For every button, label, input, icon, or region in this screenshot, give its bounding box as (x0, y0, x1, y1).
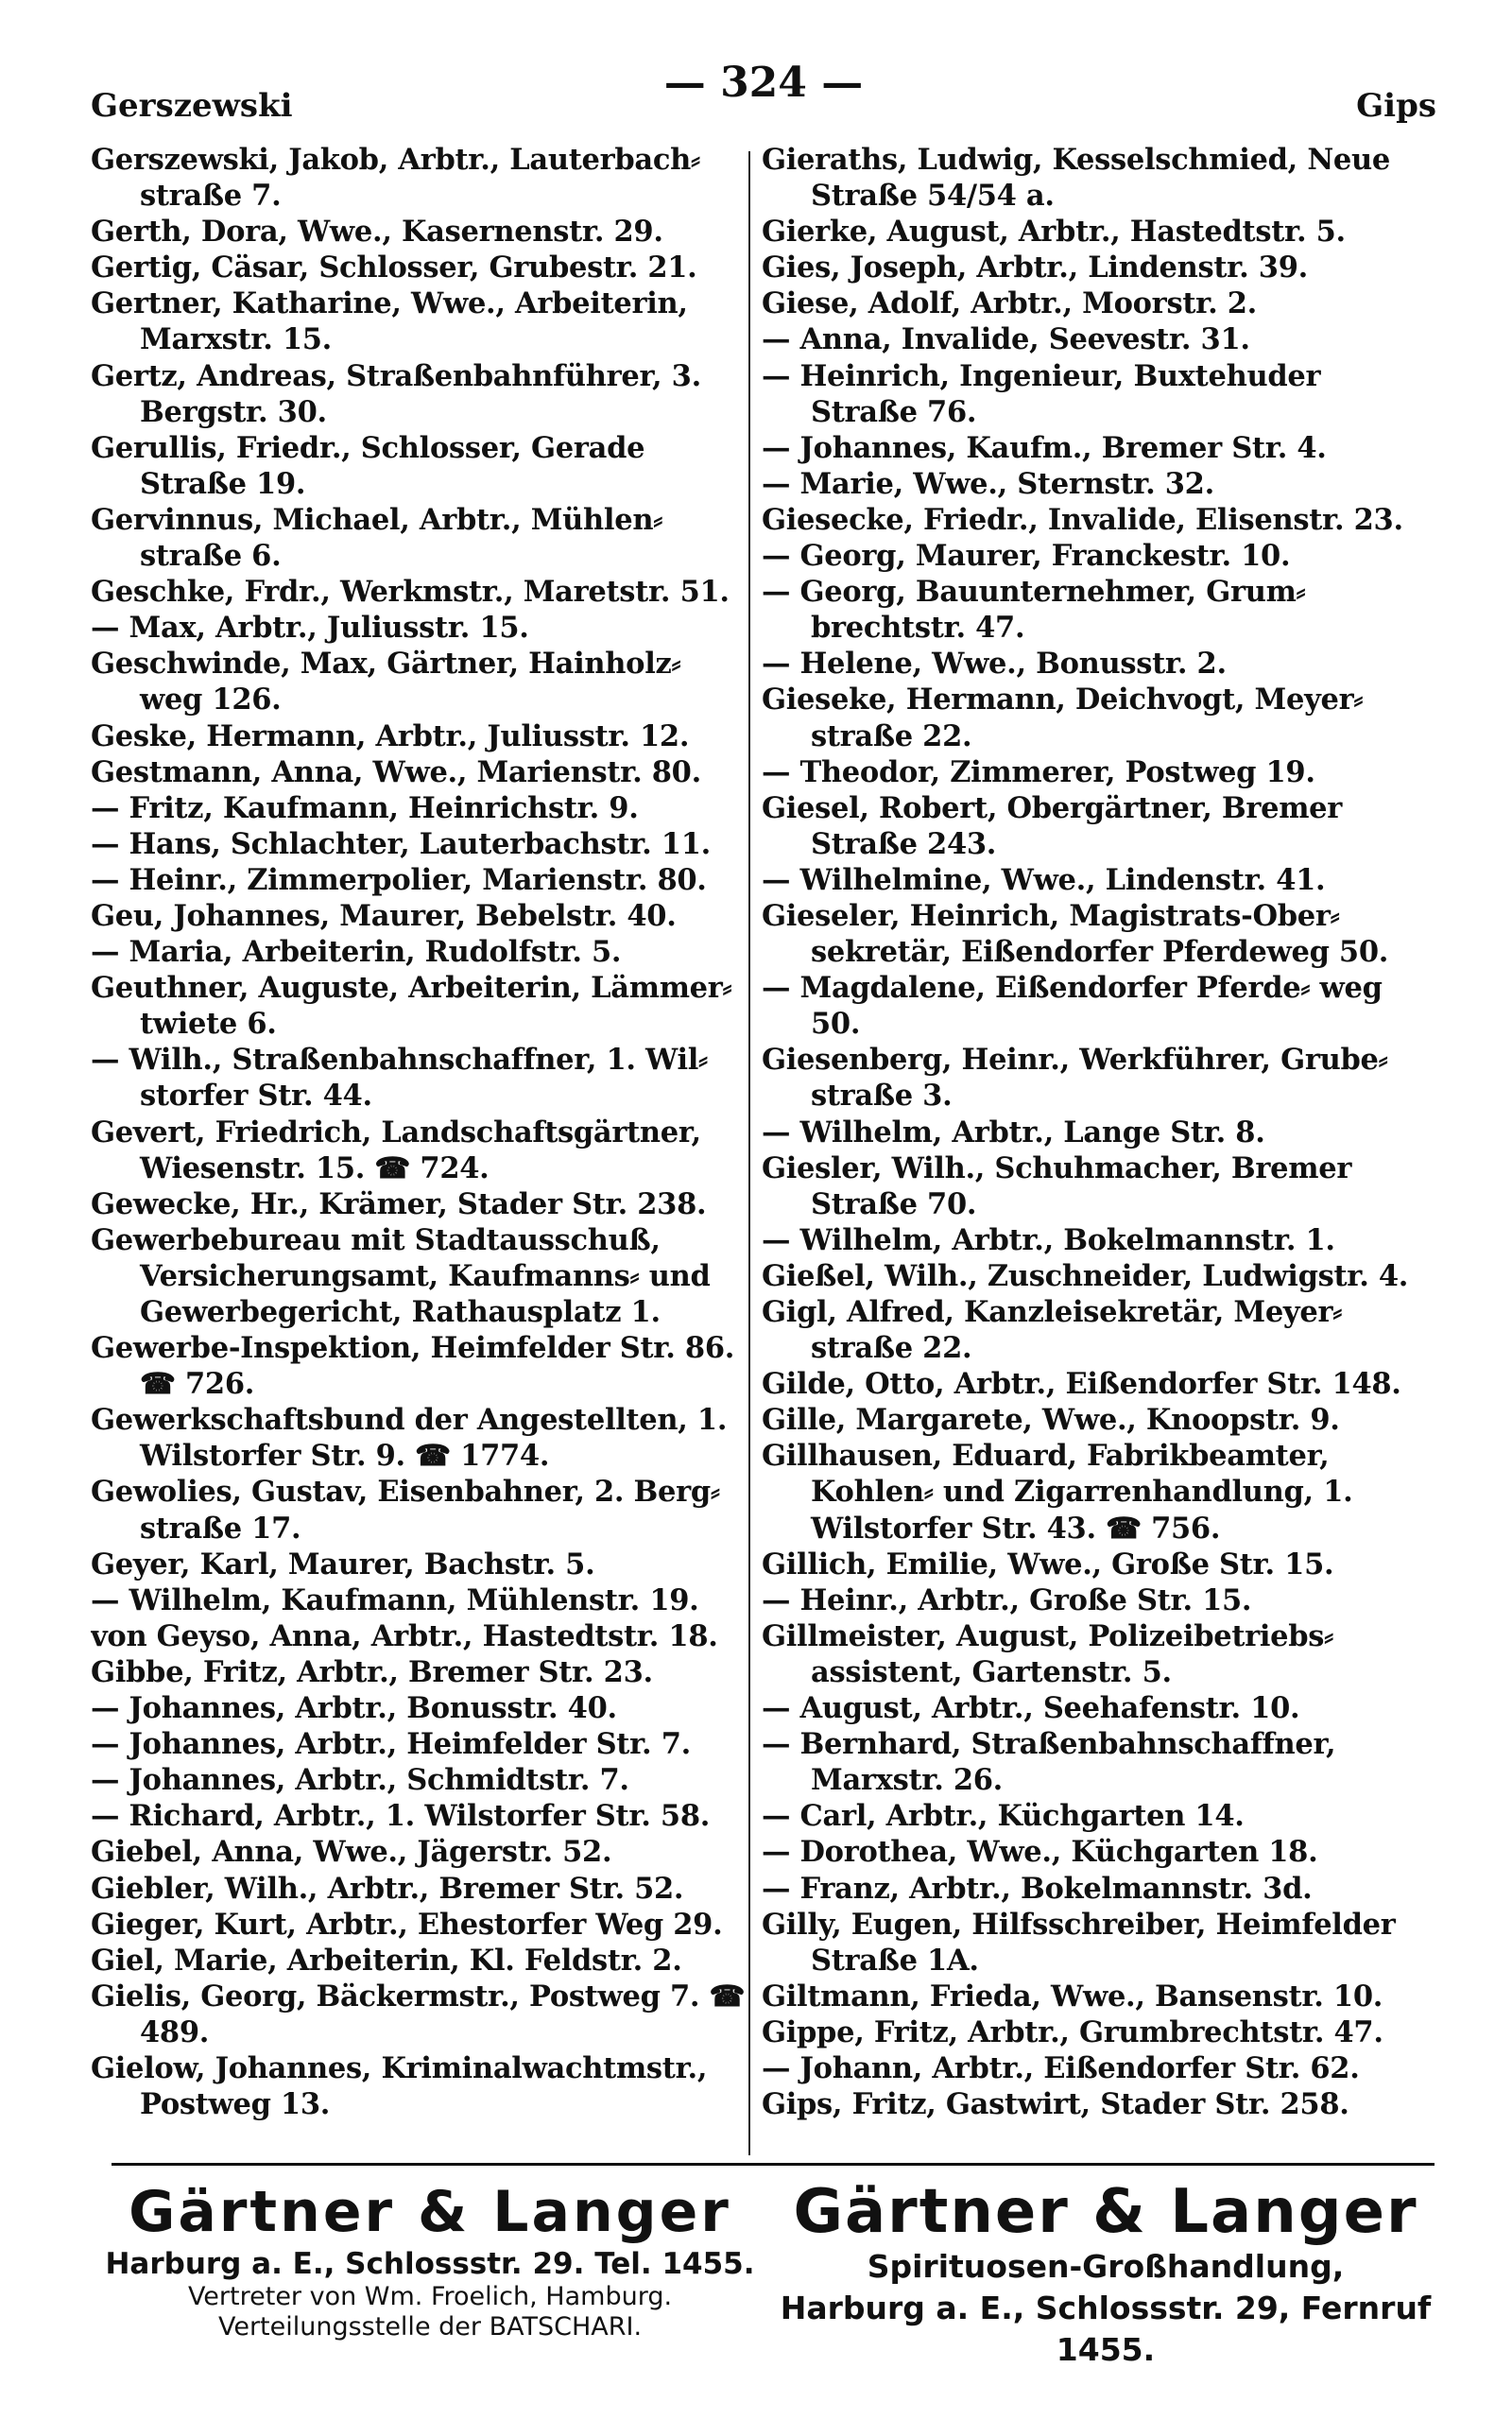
directory-entry: Giebler, Wilh., Arbtr., Bremer Str. 52. (91, 1871, 684, 1906)
directory-columns (91, 142, 1428, 2151)
directory-entry: Geschwinde, Max, Gärtner, Hainholz⸗ weg 126. (91, 647, 681, 717)
directory-entry: Gestmann, Anna, Wwe., Marienstr. 80. (91, 754, 701, 789)
directory-entry: Gewerbe-Inspektion, Heimfelder Str. 86. ☎ 726. (91, 1331, 735, 1402)
directory-entry: Giesel, Robert, Obergärtner, Bremer Straße 243. (762, 790, 1343, 861)
header-last-name: Gips (1356, 87, 1436, 125)
directory-entry: Gewecke, Hr., Krämer, Stader Str. 238. (91, 1186, 707, 1221)
directory-entry: — Georg, Maurer, Franckestr. 10. (762, 539, 1291, 574)
page-header (91, 59, 1436, 125)
directory-entry: Geske, Hermann, Arbtr., Juliusstr. 12. (91, 718, 690, 753)
ad-left-title: Gärtner & Langer (129, 2179, 731, 2245)
directory-entry: — Wilhelm, Arbtr., Bokelmannstr. 1. (762, 1222, 1335, 1257)
directory-entry: — Heinr., Zimmerpolier, Marienstr. 80. (91, 862, 707, 897)
ad-left-address: Harburg a. E., Schlossstr. 29. Tel. 1455. (105, 2247, 755, 2281)
right-column (762, 142, 1423, 2151)
directory-entry: Gerullis, Friedr., Schlosser, Gerade Straße 19. (91, 430, 645, 501)
directory-entry: Gips, Fritz, Gastwirt, Stader Str. 258. (762, 2087, 1349, 2122)
directory-entry: Gieraths, Ludwig, Kesselschmied, Neue Straße 54/54 a. (762, 143, 1390, 214)
directory-entry: — Dorothea, Wwe., Küchgarten 18. (762, 1835, 1318, 1870)
directory-entry: Giebel, Anna, Wwe., Jägerstr. 52. (91, 1835, 612, 1870)
directory-entry: Gielis, Georg, Bäckermstr., Postweg 7. ☎ 489. (91, 1979, 746, 2049)
directory-entry: — Heinr., Arbtr., Große Str. 15. (762, 1582, 1252, 1617)
directory-entry: Giesler, Wilh., Schuhmacher, Bremer Straße 70. (762, 1150, 1352, 1221)
directory-entry: — Wilhelm, Kaufmann, Mühlenstr. 19. (91, 1582, 699, 1617)
directory-entry: — Anna, Invalide, Seevestr. 31. (762, 322, 1250, 357)
directory-entry: — Wilhelm, Arbtr., Lange Str. 8. (762, 1115, 1265, 1150)
directory-entry: Gies, Joseph, Arbtr., Lindenstr. 39. (762, 251, 1308, 285)
directory-entry: Gertz, Andreas, Straßenbahnführer, 3. Bergstr. 30. (91, 358, 701, 429)
directory-entry: Geu, Johannes, Maurer, Bebelstr. 40. (91, 898, 677, 933)
directory-entry: Gierke, August, Arbtr., Hastedtstr. 5. (762, 215, 1346, 250)
directory-entry: Gerszewski, Jakob, Arbtr., Lauterbach⸗ straße 7. (91, 143, 700, 214)
directory-entry: Geyer, Karl, Maurer, Bachstr. 5. (91, 1547, 595, 1582)
directory-entry: — Franz, Arbtr., Bokelmannstr. 3d. (762, 1871, 1313, 1906)
directory-entry: Gielow, Johannes, Kriminalwachtmstr., Postweg 13. (91, 2050, 708, 2122)
advertisement-left (104, 2178, 756, 2367)
directory-entry: — Magdalene, Eißendorfer Pferde⸗ weg 50. (762, 971, 1383, 1042)
directory-entry: — Wilhelmine, Wwe., Lindenstr. 41. (762, 862, 1326, 897)
directory-entry: Gevert, Friedrich, Landschaftsgärtner, Wiesenstr. 15. ☎ 724. (91, 1115, 701, 1185)
directory-entry: — Fritz, Kaufmann, Heinrichstr. 9. (91, 790, 639, 825)
directory-entry: von Geyso, Anna, Arbtr., Hastedtstr. 18. (91, 1618, 718, 1653)
directory-entry: Giese, Adolf, Arbtr., Moorstr. 2. (762, 286, 1257, 321)
directory-entry: Gertig, Cäsar, Schlosser, Grubestr. 21. (91, 251, 697, 285)
directory-entry: Gillmeister, August, Polizeibetriebs⸗ assistent, Gartenstr. 5. (762, 1618, 1334, 1689)
directory-entry: Gillich, Emilie, Wwe., Große Str. 15. (762, 1547, 1334, 1582)
directory-entry: Gibbe, Fritz, Arbtr., Bremer Str. 23. (91, 1654, 653, 1689)
directory-entry: Gippe, Fritz, Arbtr., Grumbrechtstr. 47. (762, 2014, 1383, 2049)
directory-entry: — Johann, Arbtr., Eißendorfer Str. 62. (762, 2050, 1360, 2085)
ad-right-address: Harburg a. E., Schlossstr. 29, Fernruf 1455. (780, 2290, 1432, 2368)
directory-entry: — Georg, Bauunternehmer, Grum⸗ brechtstr. 47. (762, 575, 1306, 646)
directory-entry: Gervinnus, Michael, Arbtr., Mühlen⸗ straße 6. (91, 502, 663, 574)
ad-right-title: Gärtner & Langer (793, 2177, 1418, 2247)
directory-entry: Gertner, Katharine, Wwe., Arbeiterin, Marxstr. 15. (91, 286, 688, 357)
directory-entry: Giltmann, Frieda, Wwe., Bansenstr. 10. (762, 1979, 1383, 2014)
directory-entry: — Richard, Arbtr., 1. Wilstorfer Str. 58. (91, 1799, 711, 1834)
directory-entry: Gilly, Eugen, Hilfsschreiber, Heimfelder Straße 1A. (762, 1907, 1396, 1978)
page-number: — 324 — (663, 59, 864, 107)
directory-entry: — August, Arbtr., Seehafenstr. 10. (762, 1691, 1300, 1726)
directory-entry: Gerth, Dora, Wwe., Kasernenstr. 29. (91, 215, 663, 250)
directory-entry: — Maria, Arbeiterin, Rudolfstr. 5. (91, 935, 622, 970)
directory-entry: — Carl, Arbtr., Küchgarten 14. (762, 1799, 1245, 1834)
directory-entry: — Marie, Wwe., Sternstr. 32. (762, 466, 1214, 501)
directory-entry: — Johannes, Arbtr., Bonusstr. 40. (91, 1691, 617, 1726)
ad-left-distribution: Verteilungsstelle der BATSCHARI. (217, 2312, 643, 2342)
left-column (91, 142, 752, 2151)
directory-entry: Gille, Margarete, Wwe., Knoopstr. 9. (762, 1403, 1340, 1438)
advertisement-right (775, 2178, 1436, 2367)
directory-entry: Gieseke, Hermann, Deichvogt, Meyer⸗ straße 22. (762, 683, 1364, 753)
ad-left-representative: Vertreter von Wm. Froelich, Hamburg. (187, 2282, 673, 2311)
directory-entry: Gewolies, Gustav, Eisenbahner, 2. Berg⸗ straße 17. (91, 1475, 720, 1546)
directory-entry: Gilde, Otto, Arbtr., Eißendorfer Str. 148. (762, 1367, 1401, 1402)
directory-entry: — Helene, Wwe., Bonusstr. 2. (762, 647, 1227, 682)
column-divider (748, 151, 750, 2155)
advertisement-rule (112, 2163, 1435, 2166)
directory-entry: — Johannes, Arbtr., Heimfelder Str. 7. (91, 1727, 691, 1762)
directory-entry: — Hans, Schlachter, Lauterbachstr. 11. (91, 826, 711, 861)
directory-entry: Gießel, Wilh., Zuschneider, Ludwigstr. 4. (762, 1258, 1409, 1293)
header-first-name: Gerszewski (91, 87, 293, 125)
directory-entry: — Johannes, Kaufm., Bremer Str. 4. (762, 430, 1327, 465)
directory-entry: Giesecke, Friedr., Invalide, Elisenstr. 23. (762, 502, 1403, 537)
directory-entry: Gieger, Kurt, Arbtr., Ehestorfer Weg 29. (91, 1907, 723, 1942)
directory-entry: Gieseler, Heinrich, Magistrats-Ober⸗ sekretär, Eißendorfer Pferdeweg 50. (762, 898, 1389, 970)
directory-entry: Gewerkschaftsbund der Angestellten, 1. Wilstorfer Str. 9. ☎ 1774. (91, 1403, 728, 1474)
directory-entry: — Theodor, Zimmerer, Postweg 19. (762, 754, 1315, 789)
ad-right-business: Spirituosen-Großhandlung, (867, 2248, 1345, 2285)
directory-entry: Geuthner, Auguste, Arbeiterin, Lämmer⸗ twiete 6. (91, 971, 732, 1042)
directory-entry: — Max, Arbtr., Juliusstr. 15. (91, 611, 529, 646)
directory-entry: — Wilh., Straßenbahnschaffner, 1. Wil⸗ storfer Str. 44. (91, 1043, 708, 1114)
directory-entry: — Heinrich, Ingenieur, Buxtehuder Straße 76. (762, 358, 1321, 429)
directory-entry: Giesenberg, Heinr., Werkführer, Grube⸗ straße 3. (762, 1043, 1388, 1114)
directory-entry: — Bernhard, Straßenbahnschaffner, Marxstr. 26. (762, 1727, 1336, 1798)
directory-entry: — Johannes, Arbtr., Schmidtstr. 7. (91, 1763, 629, 1798)
directory-entry: Geschke, Frdr., Werkmstr., Maretstr. 51. (91, 575, 730, 610)
directory-entry: Gillhausen, Eduard, Fabrikbeamter, Kohlen⸗ und Zigarrenhandlung, 1. Wilstorfer Str. 43. ☎ 756. (762, 1439, 1353, 1546)
directory-entry: Gigl, Alfred, Kanzleisekretär, Meyer⸗ straße 22. (762, 1295, 1343, 1366)
directory-entry: Giel, Marie, Arbeiterin, Kl. Feldstr. 2. (91, 1943, 682, 1978)
directory-entry: Gewerbebureau mit Stadtausschuß, Versicherungsamt, Kaufmanns⸗ und Gewerbegericht, Rathausplatz 1. (91, 1222, 711, 1329)
